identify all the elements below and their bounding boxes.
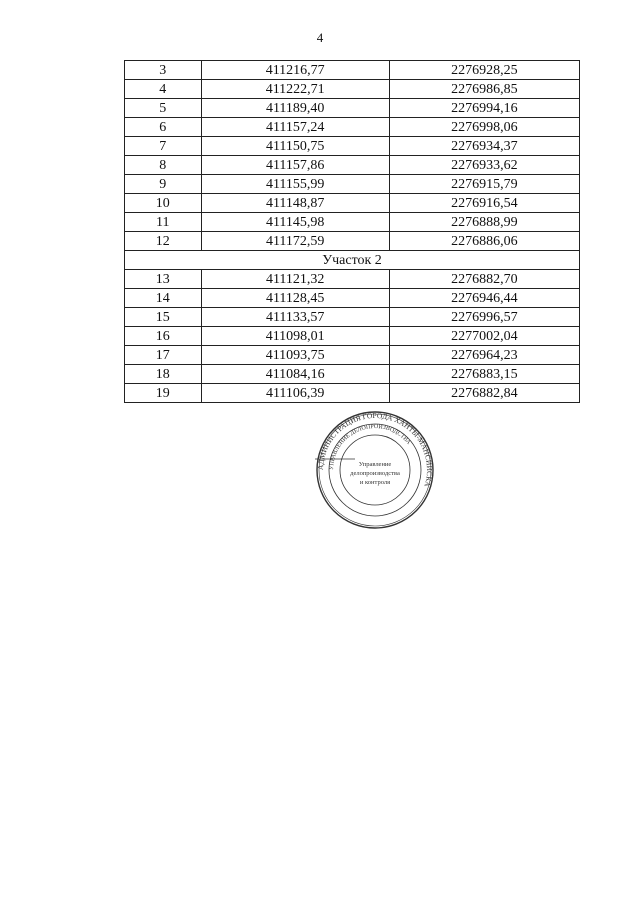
point-number-cell: 7 [125, 137, 202, 156]
x-coordinate-cell: 411145,98 [201, 213, 389, 232]
y-coordinate-cell: 2276964,23 [389, 346, 579, 365]
x-coordinate-cell: 411098,01 [201, 327, 389, 346]
section-label: Участок 2 [125, 251, 580, 270]
table-row [125, 175, 580, 194]
y-coordinate-cell: 2276916,54 [389, 194, 579, 213]
stamp-center-line-1: Управление [358, 461, 392, 468]
point-number-cell: 12 [125, 232, 202, 251]
table-body-section-1 [125, 61, 580, 251]
y-coordinate-cell: 2276933,62 [389, 156, 579, 175]
y-coordinate-cell: 2276934,37 [389, 137, 579, 156]
official-stamp [315, 410, 435, 530]
page-number: 4 [316, 30, 324, 45]
point-number-cell: 10 [125, 194, 202, 213]
table-body-section-2 [125, 270, 580, 403]
x-coordinate-cell: 411157,86 [201, 156, 389, 175]
y-coordinate-cell: 2276915,79 [389, 175, 579, 194]
x-coordinate-cell: 411189,40 [201, 99, 389, 118]
y-coordinate-cell: 2277002,04 [389, 327, 579, 346]
x-coordinate-cell: 411222,71 [201, 80, 389, 99]
point-number-cell: 18 [125, 365, 202, 384]
stamp-center-line-2: делопроизводства [350, 470, 400, 477]
table-row [125, 118, 580, 137]
x-coordinate-cell: 411150,75 [201, 137, 389, 156]
y-coordinate-cell: 2276886,06 [389, 232, 579, 251]
x-coordinate-cell: 411121,32 [201, 270, 389, 289]
table-row [125, 80, 580, 99]
table-row [125, 346, 580, 365]
x-coordinate-cell: 411133,57 [201, 308, 389, 327]
y-coordinate-cell: 2276888,99 [389, 213, 579, 232]
point-number-cell: 8 [125, 156, 202, 175]
table-section-header [125, 251, 580, 270]
point-number-cell: 6 [125, 118, 202, 137]
table-row [125, 156, 580, 175]
y-coordinate-cell: 2276998,06 [389, 118, 579, 137]
table-row [125, 194, 580, 213]
x-coordinate-cell: 411155,99 [201, 175, 389, 194]
point-number-cell: 13 [125, 270, 202, 289]
point-number-cell: 19 [125, 384, 202, 403]
table-row [125, 232, 580, 251]
y-coordinate-cell: 2276883,15 [389, 365, 579, 384]
x-coordinate-cell: 411093,75 [201, 346, 389, 365]
table-row [125, 384, 580, 403]
stamp-inner-text: УПРАВЛЕНИЕ ДЕЛОПРОИЗВОДСТВА [328, 423, 412, 471]
x-coordinate-cell: 411084,16 [201, 365, 389, 384]
point-number-cell: 9 [125, 175, 202, 194]
table-row [125, 137, 580, 156]
x-coordinate-cell: 411172,59 [201, 232, 389, 251]
table-row [125, 365, 580, 384]
table-row [125, 327, 580, 346]
point-number-cell: 3 [125, 61, 202, 80]
point-number-cell: 17 [125, 346, 202, 365]
x-coordinate-cell: 411216,77 [201, 61, 389, 80]
table-row [125, 213, 580, 232]
table-row [125, 270, 580, 289]
y-coordinate-cell: 2276882,70 [389, 270, 579, 289]
x-coordinate-cell: 411148,87 [201, 194, 389, 213]
point-number-cell: 15 [125, 308, 202, 327]
table-row [125, 99, 580, 118]
point-number-cell: 5 [125, 99, 202, 118]
section-row [125, 251, 580, 270]
table-row [125, 308, 580, 327]
point-number-cell: 11 [125, 213, 202, 232]
y-coordinate-cell: 2276882,84 [389, 384, 579, 403]
y-coordinate-cell: 2276946,44 [389, 289, 579, 308]
coordinates-table [124, 60, 580, 403]
y-coordinate-cell: 2276994,16 [389, 99, 579, 118]
y-coordinate-cell: 2276986,85 [389, 80, 579, 99]
point-number-cell: 16 [125, 327, 202, 346]
table-row [125, 61, 580, 80]
table-row [125, 289, 580, 308]
y-coordinate-cell: 2276928,25 [389, 61, 579, 80]
y-coordinate-cell: 2276996,57 [389, 308, 579, 327]
stamp-center-line-3: и контроля [359, 479, 391, 486]
point-number-cell: 4 [125, 80, 202, 99]
point-number-cell: 14 [125, 289, 202, 308]
stamp-outer-text: АДМИНИСТРАЦИЯ ГОРОДА ХАНТЫ-МАНСИЙСКА [315, 410, 435, 488]
x-coordinate-cell: 411128,45 [201, 289, 389, 308]
x-coordinate-cell: 411157,24 [201, 118, 389, 137]
x-coordinate-cell: 411106,39 [201, 384, 389, 403]
